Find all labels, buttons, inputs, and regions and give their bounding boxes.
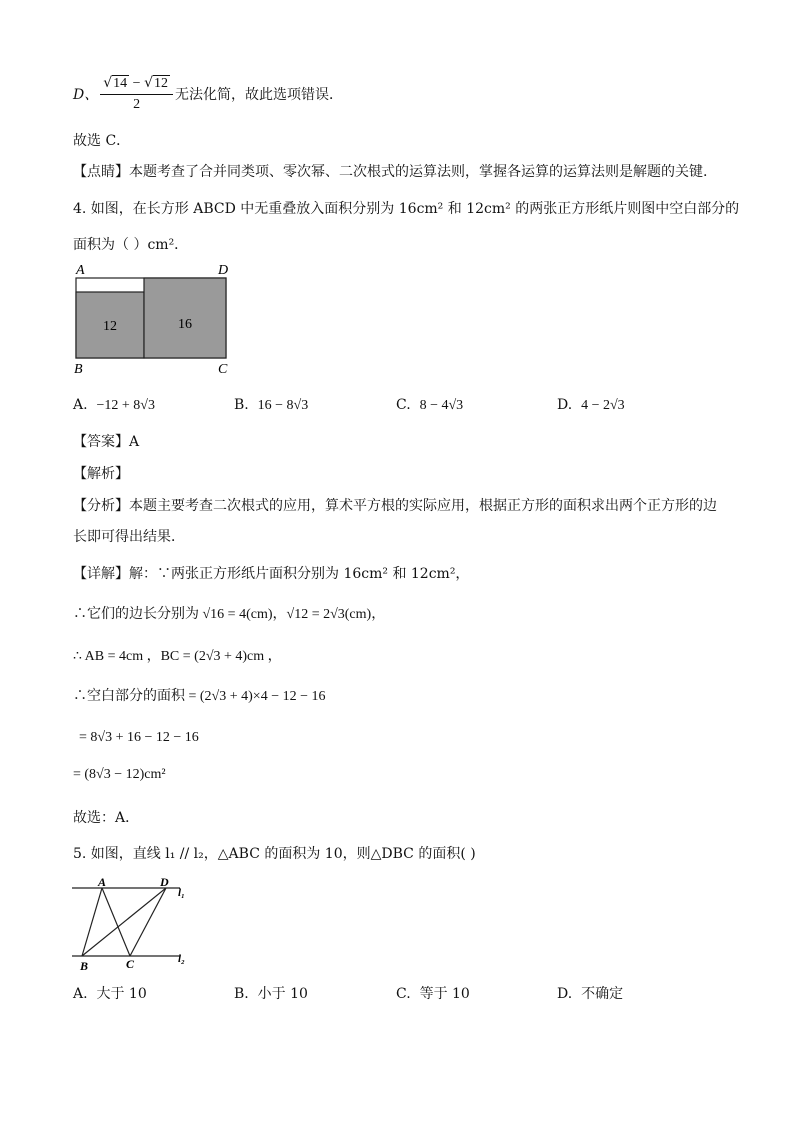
fraction-denominator: 2 <box>133 97 141 112</box>
q5-option-a: A. 大于 10 <box>73 986 147 1002</box>
label-a: A <box>98 875 107 889</box>
sqrt-12: 12 <box>153 76 168 91</box>
label-l2: l₂ <box>178 953 185 965</box>
q4-option-c: C. 8 − 4√3 <box>396 397 464 413</box>
label-c: C <box>126 957 135 971</box>
small-square-label: 12 <box>103 319 117 334</box>
dianjing-text: 本题考查了合并同类项、零次幂、二次根式的运算法则，掌握各运算的运算法则是解题的关键. <box>129 164 708 180</box>
parallel-lines-diagram <box>68 874 198 972</box>
fenxi-line-2: 长即可得出结果． <box>73 529 185 545</box>
label-l1: l₁ <box>178 887 185 899</box>
q4-option-a: A. −12 + 8√3 <box>73 397 155 413</box>
q5-option-b: B. 小于 10 <box>234 986 308 1002</box>
option-d-conclusion: 无法化简，故此选项错误． <box>174 87 343 103</box>
choose-c-line: 故选 C． <box>73 133 131 149</box>
q5-option-c: C. 等于 10 <box>396 986 470 1002</box>
q4-option-b: B. 16 − 8√3 <box>234 397 309 413</box>
question-4-line-2: 面积为（ ）cm²． <box>73 237 189 253</box>
dianjing-line <box>73 161 707 181</box>
label-c: C <box>218 362 228 377</box>
q4-option-d: D. 4 − 2√3 <box>557 397 625 413</box>
dianjing-tag: 【点睛】 <box>73 164 129 180</box>
segment-bd <box>82 888 166 956</box>
sqrt-14: 14 <box>113 76 128 91</box>
fenxi-line-1: 【分析】本题主要考查二次根式的应用，算术平方根的实际应用，根据正方形的面积求出两个正方形的边 <box>73 498 717 514</box>
option-d-prefix: D、 <box>73 87 99 103</box>
answer-tag: 【答案】 <box>73 434 129 450</box>
figure-4 <box>70 260 240 378</box>
label-b: B <box>80 959 89 972</box>
step-4: = 8√3 + 16 − 12 − 16 <box>79 730 199 745</box>
rectangle-diagram <box>70 260 240 378</box>
label-d: D <box>160 875 169 889</box>
xiangjie-line: 【详解】解：∵两张正方形纸片面积分别为 16cm² 和 12cm²， <box>73 566 470 582</box>
q5-option-d: D. 不确定 <box>557 986 624 1002</box>
question-4-line-1: 4. 如图，在长方形 ABCD 中无重叠放入面积分别为 16cm² 和 12cm² 的两张正方形纸片则图中空白部分的 <box>73 201 740 217</box>
segment-cd <box>130 888 166 956</box>
step-5: = (8√3 − 12)cm² <box>73 767 166 782</box>
figure-5 <box>68 874 198 972</box>
big-square-label: 16 <box>178 317 192 332</box>
choose-a-line: 故选：A． <box>73 810 140 826</box>
step-2: ∴ AB = 4cm ，BC = (2√3 + 4)cm ， <box>73 649 282 664</box>
segment-ab <box>82 888 102 956</box>
step-1: ∴它们的边长分别为 √16 = 4(cm)，√12 = 2√3(cm)， <box>73 607 386 622</box>
question-5-line: 5. 如图，直线 l₁ // l₂，△ABC 的面积为 10，则△DBC 的面积( ) <box>73 846 476 862</box>
answer-line <box>73 431 139 451</box>
option-d-line <box>73 72 343 116</box>
label-a: A <box>76 263 85 278</box>
option-d-fraction: $\frac{√14 - √12}{2}$ <box>100 75 173 113</box>
label-d: D <box>218 263 229 278</box>
step-3: ∴空白部分的面积 = (2√3 + 4)×4 − 12 − 16 <box>73 689 326 704</box>
segment-ac <box>102 888 130 956</box>
jiexi-line: 【解析】 <box>73 466 129 482</box>
answer-value: A <box>129 434 140 450</box>
label-b: B <box>74 362 83 377</box>
